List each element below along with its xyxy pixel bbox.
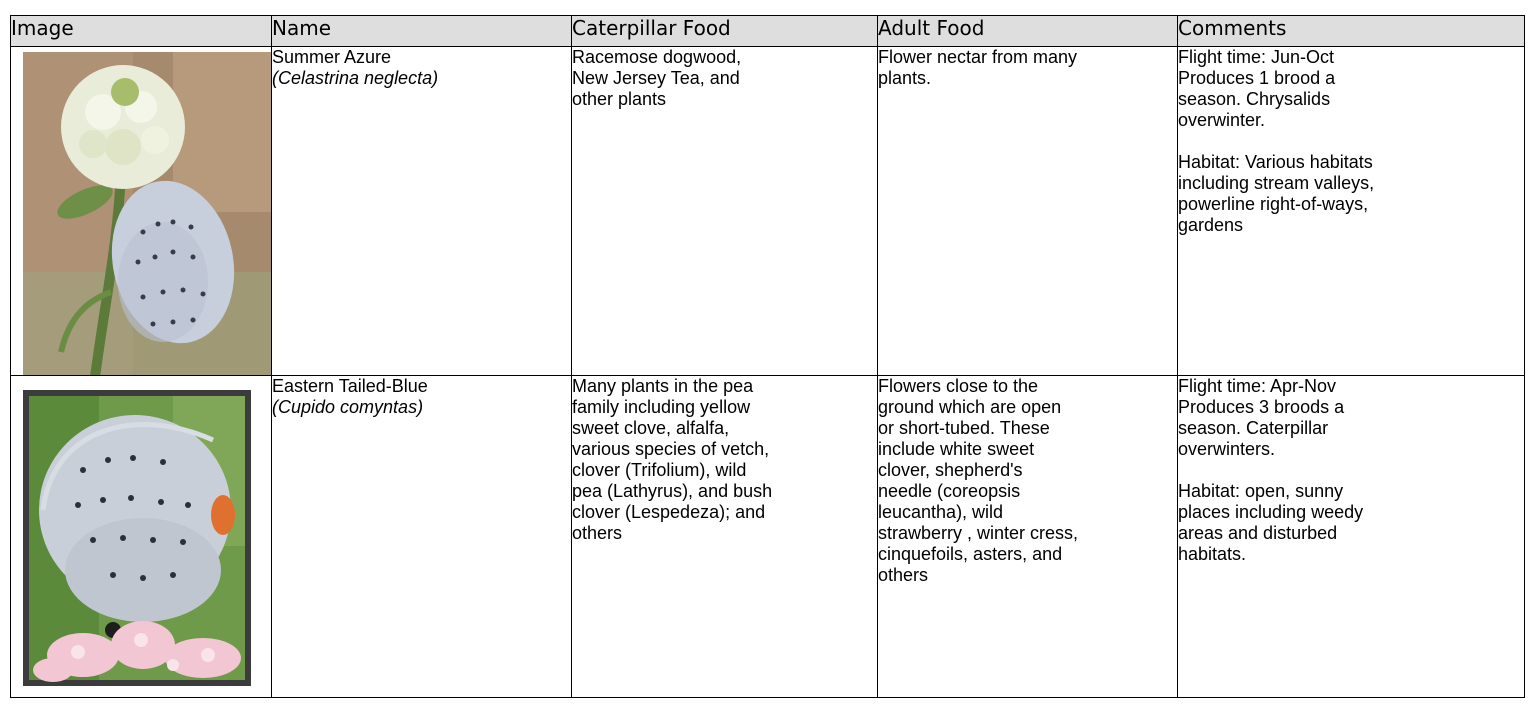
comments-flight-text: Flight time: Apr-Nov Produces 3 broods a season. Caterpillar overwinters.	[1178, 376, 1345, 459]
header-adult-food: Adult Food	[878, 16, 1178, 47]
paragraph-gap	[1178, 460, 1524, 481]
comments-habitat-text: Habitat: open, sunny places including weedy areas and disturbed habitats.	[1178, 481, 1364, 564]
summer-azure-photo	[11, 47, 271, 375]
image-cell	[11, 376, 272, 698]
caterpillar-food-text: Racemose dogwood, New Jersey Tea, and other plants	[572, 47, 742, 109]
header-comments: Comments	[1178, 16, 1525, 47]
species-name: Eastern Tailed-Blue	[272, 376, 428, 396]
butterfly-table	[10, 15, 1525, 698]
orange-spot	[211, 495, 235, 535]
adult-food-text: Flowers close to the ground which are open or short-tubed. These include white sweet clover, shepherd's needle (coreopsis leucantha), wild strawberry , winter cress, cinquefoils, asters, and others	[878, 376, 1079, 585]
caterpillar-food-text: Many plants in the pea family including yellow sweet clove, alfalfa, various species of vetch, clover (Trifolium), wild pea (Lathyrus), and bush clover (Lespedeza); and others	[572, 376, 773, 543]
comments-cell	[1178, 47, 1525, 376]
adult-food-text: Flower nectar from many plants.	[878, 47, 1078, 88]
header-name: Name	[272, 16, 572, 47]
comments-flight-text: Flight time: Jun-Oct Produces 1 brood a season. Chrysalids overwinter.	[1178, 47, 1336, 130]
comments-habitat-text: Habitat: Various habitats including stream valleys, powerline right-of-ways, gardens	[1178, 152, 1375, 235]
comments-cell	[1178, 376, 1525, 698]
table-row	[11, 376, 1525, 698]
adult-food-cell	[878, 376, 1178, 698]
header-image: Image	[11, 16, 272, 47]
header-row	[11, 16, 1525, 47]
adult-food-cell	[878, 47, 1178, 376]
scientific-name: (Cupido comyntas)	[272, 397, 424, 417]
paragraph-gap	[1178, 131, 1524, 152]
table-row	[11, 47, 1525, 376]
eastern-tailed-blue-photo	[11, 376, 271, 697]
species-name: Summer Azure	[272, 47, 392, 67]
header-caterpillar-food: Caterpillar Food	[572, 16, 878, 47]
caterpillar-food-cell	[572, 376, 878, 698]
caterpillar-food-cell	[572, 47, 878, 376]
scientific-name: (Celastrina neglecta)	[272, 68, 439, 88]
name-cell	[272, 47, 572, 376]
name-cell	[272, 376, 572, 698]
image-cell	[11, 47, 272, 376]
